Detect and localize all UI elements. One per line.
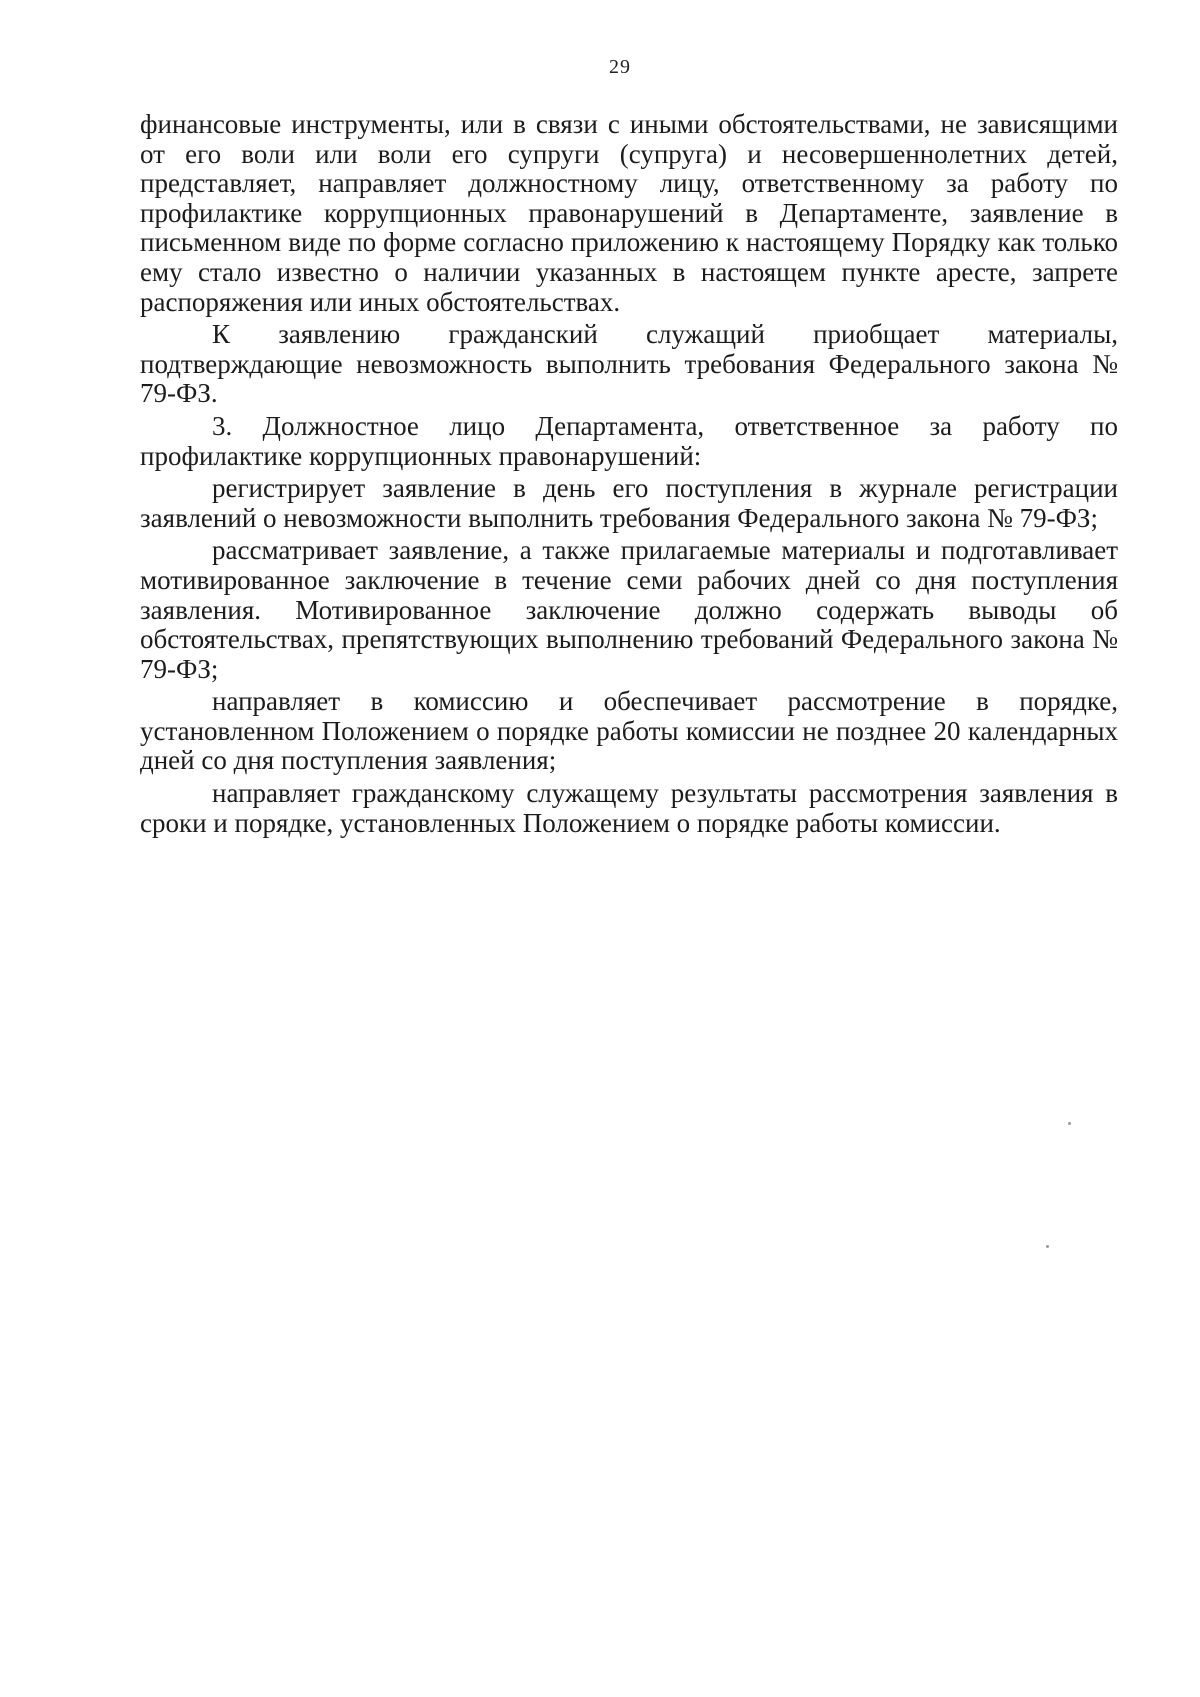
page-number: 29 [609, 56, 631, 78]
paragraph-continuation: финансовые инструменты, или в связи с иными обстоятельствами, не зависящими от его воли или воли его супруги (супруга) и несовершеннолетних детей, представляет, направляет должностному лицу, ответственному за работу по профилактике коррупционных правонарушений в Департаменте, заявление в письменном виде по форме согласно приложению к настоящему Порядку как только ему стало известно о наличии указанных в настоящем пункте аресте, запрете распоряжения или иных обстоятельствах. [140, 109, 1118, 317]
scan-speck [1046, 1245, 1049, 1248]
paragraph-reviews: рассматривает заявление, а также прилагаемые материалы и подготавливает мотивированное заключение в течение семи рабочих дней со дня поступления заявления. Мотивированное заключение должно содержать выводы об обстоятельствах, препятствующих выполнению требований Федерального закона № 79-ФЗ; [140, 535, 1118, 684]
paragraph-item-3: 3. Должностное лицо Департамента, ответственное за работу по профилактике коррупционных правонарушений: [140, 410, 1118, 471]
paragraph-registers: регистрирует заявление в день его поступления в журнале регистрации заявлений о невозможности выполнить требования Федерального закона № 79-ФЗ; [140, 473, 1118, 533]
paragraph-sends-to-commission: направляет в комиссию и обеспечивает рассмотрение в порядке, установленном Положением о порядке работы комиссии не позднее 20 календарных дней со дня поступления заявления; [140, 686, 1118, 776]
scan-speck [1068, 1122, 1071, 1125]
document-body [140, 110, 1118, 838]
paragraph-sends-results: направляет гражданскому служащему результаты рассмотрения заявления в сроки и порядке, установленных Положением о порядке работы комиссии. [140, 778, 1118, 838]
paragraph-attachment: К заявлению гражданский служащий приобщает материалы, подтверждающие невозможность выполнить требования Федерального закона № 79-ФЗ. [140, 319, 1118, 409]
